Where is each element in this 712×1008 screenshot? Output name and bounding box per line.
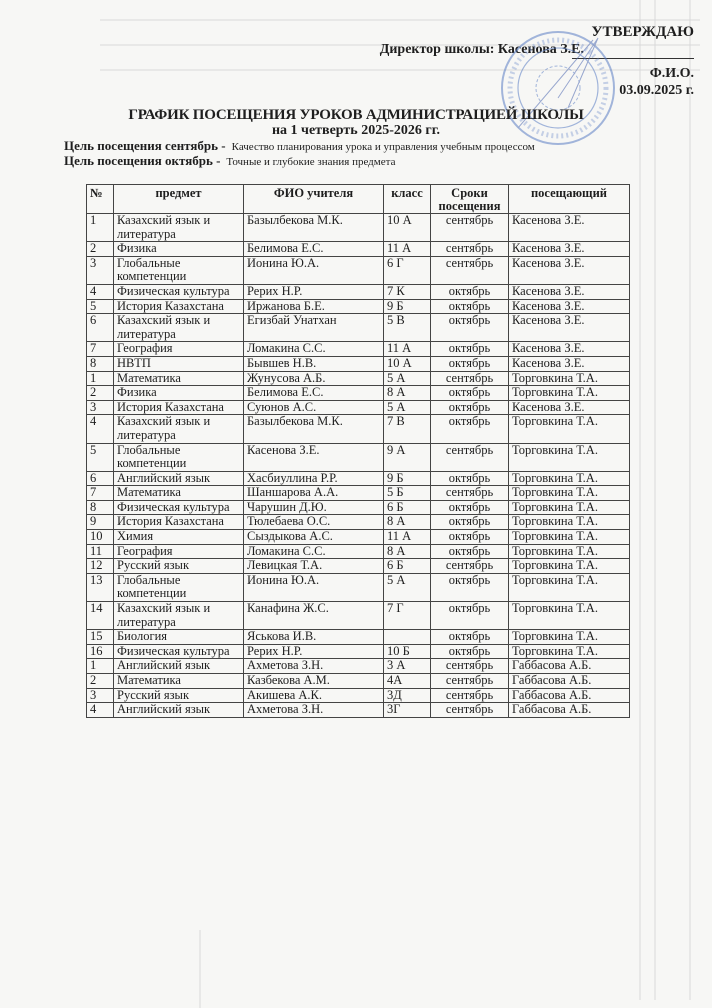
cell-term: сентябрь bbox=[431, 242, 509, 257]
cell-visitor: Торговкина Т.А. bbox=[509, 530, 630, 545]
cell-term: сентябрь bbox=[431, 486, 509, 501]
cell-teacher: Бывшев Н.В. bbox=[244, 356, 384, 371]
cell-class: 8 А bbox=[384, 515, 431, 530]
cell-visitor: Торговкина Т.А. bbox=[509, 573, 630, 601]
cell-no: 5 bbox=[87, 443, 114, 471]
cell-no: 7 bbox=[87, 342, 114, 357]
cell-class: 5 А bbox=[384, 400, 431, 415]
cell-teacher: Тюлебаева О.С. bbox=[244, 515, 384, 530]
cell-teacher: Ионина Ю.А. bbox=[244, 256, 384, 284]
cell-class: 4А bbox=[384, 674, 431, 689]
cell-class: 11 А bbox=[384, 242, 431, 257]
cell-teacher: Рерих Н.Р. bbox=[244, 284, 384, 299]
cell-teacher: Ахметова З.Н. bbox=[244, 703, 384, 718]
table-row bbox=[87, 602, 630, 630]
cell-teacher: Базылбекова М.К. bbox=[244, 415, 384, 443]
cell-term: октябрь bbox=[431, 500, 509, 515]
cell-class: 5 В bbox=[384, 314, 431, 342]
cell-no: 13 bbox=[87, 573, 114, 601]
director-label: Директор школы: Касенова З.Е. bbox=[379, 42, 584, 57]
table-row bbox=[87, 486, 630, 501]
cell-visitor: Торговкина Т.А. bbox=[509, 386, 630, 401]
table-row bbox=[87, 242, 630, 257]
goal-label: Цель посещения октябрь - bbox=[64, 153, 221, 168]
cell-subject: Русский язык bbox=[114, 688, 244, 703]
document-title: ГРАФИК ПОСЕЩЕНИЯ УРОКОВ АДМИНИСТРАЦИЕЙ ШКОЛЫ bbox=[128, 107, 584, 123]
cell-no: 10 bbox=[87, 530, 114, 545]
cell-visitor: Касенова З.Е. bbox=[509, 299, 630, 314]
cell-class: 6 Б bbox=[384, 559, 431, 574]
header-teacher: ФИО учителя bbox=[244, 185, 384, 214]
table-row bbox=[87, 299, 630, 314]
cell-subject: История Казахстана bbox=[114, 400, 244, 415]
cell-teacher: Хасбиуллина Р.Р. bbox=[244, 471, 384, 486]
cell-term: сентябрь bbox=[431, 688, 509, 703]
header-class: класс bbox=[384, 185, 431, 214]
cell-subject: Физическая культура bbox=[114, 500, 244, 515]
cell-term: октябрь bbox=[431, 356, 509, 371]
cell-visitor: Касенова З.Е. bbox=[509, 214, 630, 242]
table-row bbox=[87, 644, 630, 659]
cell-no: 4 bbox=[87, 284, 114, 299]
goal-october bbox=[64, 153, 395, 169]
cell-term: октябрь bbox=[431, 415, 509, 443]
cell-class: 8 А bbox=[384, 544, 431, 559]
cell-no: 7 bbox=[87, 486, 114, 501]
cell-subject: Русский язык bbox=[114, 559, 244, 574]
cell-class: 10 Б bbox=[384, 644, 431, 659]
cell-term: октябрь bbox=[431, 314, 509, 342]
cell-class: 7 К bbox=[384, 284, 431, 299]
cell-teacher: Рерих Н.Р. bbox=[244, 644, 384, 659]
cell-visitor: Габбасова А.Б. bbox=[509, 674, 630, 689]
table-row bbox=[87, 573, 630, 601]
cell-no: 12 bbox=[87, 559, 114, 574]
cell-teacher: Шаншарова А.А. bbox=[244, 486, 384, 501]
cell-term: сентябрь bbox=[431, 214, 509, 242]
cell-term: октябрь bbox=[431, 515, 509, 530]
table-row bbox=[87, 314, 630, 342]
table-row bbox=[87, 500, 630, 515]
cell-teacher: Егизбай Унатхан bbox=[244, 314, 384, 342]
cell-subject: Физика bbox=[114, 386, 244, 401]
cell-visitor: Касенова З.Е. bbox=[509, 400, 630, 415]
table-row bbox=[87, 515, 630, 530]
cell-term: сентябрь bbox=[431, 703, 509, 718]
table-row bbox=[87, 688, 630, 703]
cell-class: 8 А bbox=[384, 386, 431, 401]
table-row bbox=[87, 415, 630, 443]
schedule-table bbox=[86, 184, 630, 718]
cell-teacher: Белимова Е.С. bbox=[244, 386, 384, 401]
table-row bbox=[87, 703, 630, 718]
cell-term: октябрь bbox=[431, 573, 509, 601]
header-no: № bbox=[87, 185, 114, 214]
table-row bbox=[87, 471, 630, 486]
cell-term: октябрь bbox=[431, 386, 509, 401]
cell-teacher: Касенова З.Е. bbox=[244, 443, 384, 471]
cell-no: 14 bbox=[87, 602, 114, 630]
cell-teacher: Белимова Е.С. bbox=[244, 242, 384, 257]
cell-no: 4 bbox=[87, 703, 114, 718]
cell-term: октябрь bbox=[431, 299, 509, 314]
cell-subject: Математика bbox=[114, 371, 244, 386]
cell-no: 8 bbox=[87, 356, 114, 371]
cell-visitor: Торговкина Т.А. bbox=[509, 544, 630, 559]
cell-class: 5 А bbox=[384, 371, 431, 386]
cell-subject: Физическая культура bbox=[114, 644, 244, 659]
header-visitor: посещающий bbox=[509, 185, 630, 214]
cell-class: 11 А bbox=[384, 342, 431, 357]
cell-subject: Физика bbox=[114, 242, 244, 257]
table-row bbox=[87, 530, 630, 545]
cell-term: октябрь bbox=[431, 644, 509, 659]
table-row bbox=[87, 356, 630, 371]
cell-class: 6 Г bbox=[384, 256, 431, 284]
cell-no: 3 bbox=[87, 400, 114, 415]
cell-no: 1 bbox=[87, 659, 114, 674]
cell-teacher: Канафина Ж.С. bbox=[244, 602, 384, 630]
fio-label: Ф.И.О. bbox=[649, 66, 694, 81]
cell-subject: Глобальные компетенции bbox=[114, 256, 244, 284]
cell-teacher: Казбекова А.М. bbox=[244, 674, 384, 689]
cell-visitor: Касенова З.Е. bbox=[509, 242, 630, 257]
goal-september bbox=[64, 138, 535, 154]
cell-no: 3 bbox=[87, 688, 114, 703]
cell-subject: Математика bbox=[114, 674, 244, 689]
cell-subject: Казахский язык и литература bbox=[114, 214, 244, 242]
cell-class: 9 Б bbox=[384, 299, 431, 314]
cell-class: 3Д bbox=[384, 688, 431, 703]
goal-label: Цель посещения сентябрь - bbox=[64, 138, 226, 153]
cell-class: 3 А bbox=[384, 659, 431, 674]
cell-visitor: Касенова З.Е. bbox=[509, 342, 630, 357]
cell-no: 2 bbox=[87, 386, 114, 401]
cell-visitor: Торговкина Т.А. bbox=[509, 630, 630, 645]
cell-class: 5 Б bbox=[384, 486, 431, 501]
cell-term: сентябрь bbox=[431, 443, 509, 471]
table-row bbox=[87, 559, 630, 574]
cell-teacher: Ионина Ю.А. bbox=[244, 573, 384, 601]
cell-term: октябрь bbox=[431, 544, 509, 559]
cell-teacher: Ахметова З.Н. bbox=[244, 659, 384, 674]
cell-subject: История Казахстана bbox=[114, 299, 244, 314]
cell-no: 4 bbox=[87, 415, 114, 443]
cell-no: 16 bbox=[87, 644, 114, 659]
cell-term: сентябрь bbox=[431, 371, 509, 386]
cell-subject: Математика bbox=[114, 486, 244, 501]
cell-teacher: Сыздыкова А.С. bbox=[244, 530, 384, 545]
cell-visitor: Габбасова А.Б. bbox=[509, 659, 630, 674]
cell-teacher: Жунусова А.Б. bbox=[244, 371, 384, 386]
cell-teacher: Акишева А.К. bbox=[244, 688, 384, 703]
cell-teacher: Ломакина С.С. bbox=[244, 544, 384, 559]
table-row bbox=[87, 214, 630, 242]
document-subtitle: на 1 четверть 2025-2026 гг. bbox=[271, 123, 440, 138]
cell-visitor: Касенова З.Е. bbox=[509, 356, 630, 371]
cell-term: октябрь bbox=[431, 530, 509, 545]
table-row bbox=[87, 674, 630, 689]
cell-no: 1 bbox=[87, 214, 114, 242]
cell-term: октябрь bbox=[431, 471, 509, 486]
cell-class: 10 А bbox=[384, 214, 431, 242]
header-term bbox=[431, 185, 509, 214]
cell-subject: Английский язык bbox=[114, 703, 244, 718]
cell-no: 2 bbox=[87, 242, 114, 257]
table-row bbox=[87, 544, 630, 559]
cell-class: 10 А bbox=[384, 356, 431, 371]
cell-subject: Казахский язык и литература bbox=[114, 415, 244, 443]
cell-class: 9 Б bbox=[384, 471, 431, 486]
cell-visitor: Торговкина Т.А. bbox=[509, 443, 630, 471]
cell-class: 3Г bbox=[384, 703, 431, 718]
approval-date: 03.09.2025 г. bbox=[619, 83, 694, 98]
table-header-row bbox=[87, 185, 630, 214]
cell-class: 7 В bbox=[384, 415, 431, 443]
cell-subject: История Казахстана bbox=[114, 515, 244, 530]
cell-term: сентябрь bbox=[431, 659, 509, 674]
cell-term: сентябрь bbox=[431, 256, 509, 284]
table-row bbox=[87, 659, 630, 674]
cell-visitor: Габбасова А.Б. bbox=[509, 703, 630, 718]
cell-visitor: Торговкина Т.А. bbox=[509, 500, 630, 515]
cell-subject: Казахский язык и литература bbox=[114, 602, 244, 630]
cell-term: октябрь bbox=[431, 602, 509, 630]
cell-visitor: Торговкина Т.А. bbox=[509, 515, 630, 530]
cell-teacher: Яськова И.В. bbox=[244, 630, 384, 645]
cell-subject: Глобальные компетенции bbox=[114, 443, 244, 471]
cell-visitor: Касенова З.Е. bbox=[509, 314, 630, 342]
cell-class: 5 А bbox=[384, 573, 431, 601]
goal-value: Точные и глубокие знания предмета bbox=[226, 156, 396, 168]
cell-class: 7 Г bbox=[384, 602, 431, 630]
cell-subject: Казахский язык и литература bbox=[114, 314, 244, 342]
cell-subject: Биология bbox=[114, 630, 244, 645]
cell-visitor: Торговкина Т.А. bbox=[509, 486, 630, 501]
table-row bbox=[87, 443, 630, 471]
cell-visitor: Торговкина Т.А. bbox=[509, 602, 630, 630]
cell-subject: НВТП bbox=[114, 356, 244, 371]
table-row bbox=[87, 400, 630, 415]
cell-class: 6 Б bbox=[384, 500, 431, 515]
cell-term: сентябрь bbox=[431, 559, 509, 574]
table-row bbox=[87, 630, 630, 645]
cell-visitor: Торговкина Т.А. bbox=[509, 559, 630, 574]
cell-term: октябрь bbox=[431, 342, 509, 357]
cell-subject: Глобальные компетенции bbox=[114, 573, 244, 601]
cell-visitor: Габбасова А.Б. bbox=[509, 688, 630, 703]
cell-class: 11 А bbox=[384, 530, 431, 545]
cell-visitor: Торговкина Т.А. bbox=[509, 471, 630, 486]
cell-subject: Физическая культура bbox=[114, 284, 244, 299]
cell-teacher: Чарушин Д.Ю. bbox=[244, 500, 384, 515]
cell-class bbox=[384, 630, 431, 645]
cell-teacher: Левицкая Т.А. bbox=[244, 559, 384, 574]
cell-term: октябрь bbox=[431, 284, 509, 299]
cell-visitor: Торговкина Т.А. bbox=[509, 371, 630, 386]
cell-term: октябрь bbox=[431, 630, 509, 645]
header-term-line1: Сроки bbox=[451, 186, 488, 200]
header-term-line2: посещения bbox=[438, 199, 501, 213]
cell-visitor: Торговкина Т.А. bbox=[509, 415, 630, 443]
cell-term: сентябрь bbox=[431, 674, 509, 689]
cell-no: 6 bbox=[87, 314, 114, 342]
approval-heading: УТВЕРЖДАЮ bbox=[591, 24, 694, 40]
cell-no: 1 bbox=[87, 371, 114, 386]
cell-no: 8 bbox=[87, 500, 114, 515]
cell-no: 6 bbox=[87, 471, 114, 486]
cell-no: 9 bbox=[87, 515, 114, 530]
table-row bbox=[87, 371, 630, 386]
cell-teacher: Базылбекова М.К. bbox=[244, 214, 384, 242]
cell-teacher: Иржанова Б.Е. bbox=[244, 299, 384, 314]
table-row bbox=[87, 284, 630, 299]
cell-no: 15 bbox=[87, 630, 114, 645]
goal-value: Качество планирования урока и управления учебным процессом bbox=[231, 141, 535, 153]
table-row bbox=[87, 342, 630, 357]
table-row bbox=[87, 386, 630, 401]
cell-subject: География bbox=[114, 342, 244, 357]
cell-no: 11 bbox=[87, 544, 114, 559]
cell-no: 2 bbox=[87, 674, 114, 689]
cell-subject: Английский язык bbox=[114, 659, 244, 674]
cell-visitor: Касенова З.Е. bbox=[509, 284, 630, 299]
cell-visitor: Касенова З.Е. bbox=[509, 256, 630, 284]
cell-subject: Химия bbox=[114, 530, 244, 545]
cell-term: октябрь bbox=[431, 400, 509, 415]
cell-teacher: Ломакина С.С. bbox=[244, 342, 384, 357]
cell-teacher: Суюнов А.С. bbox=[244, 400, 384, 415]
table-row bbox=[87, 256, 630, 284]
cell-subject: Английский язык bbox=[114, 471, 244, 486]
cell-visitor: Торговкина Т.А. bbox=[509, 644, 630, 659]
cell-no: 3 bbox=[87, 256, 114, 284]
cell-subject: География bbox=[114, 544, 244, 559]
cell-no: 5 bbox=[87, 299, 114, 314]
cell-class: 9 А bbox=[384, 443, 431, 471]
header-subject: предмет bbox=[114, 185, 244, 214]
